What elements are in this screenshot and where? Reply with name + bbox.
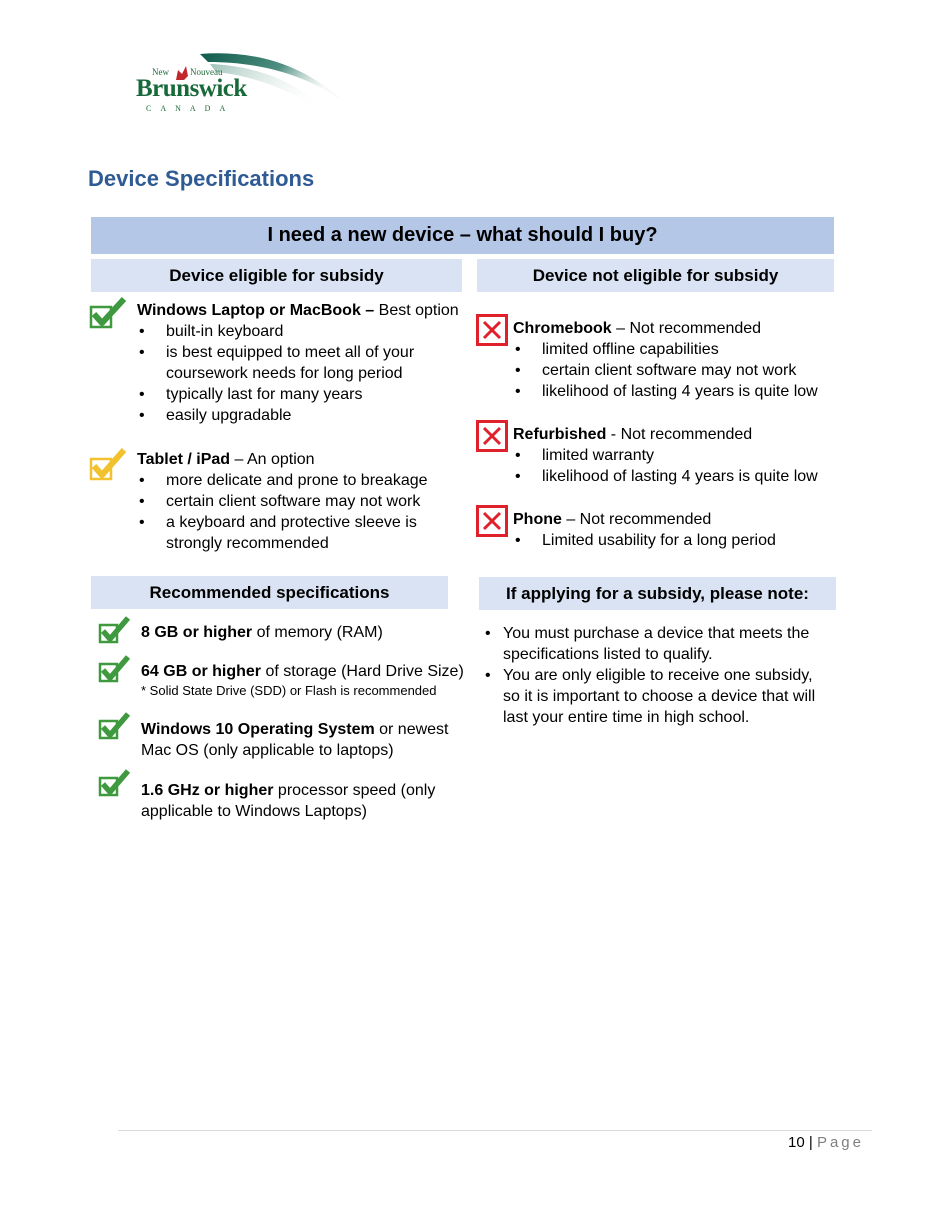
list-item: • limited warranty [513, 445, 843, 466]
checkmark-icon [88, 296, 128, 332]
spec-os-text: or newest [374, 721, 449, 738]
list-item: • You must purchase a device that meets the specifications listed to qualify. [483, 623, 833, 665]
chromebook-title-line [513, 318, 843, 339]
not-eligible-heading: Device not eligible for subsidy [477, 259, 834, 292]
footer-divider [118, 1130, 872, 1131]
tablet-title: Tablet / iPad [137, 451, 231, 468]
laptop-bullets [137, 321, 467, 426]
subsidy-note-list [483, 623, 833, 728]
phone-title: Phone [513, 511, 562, 528]
logo-canada: CANADA [146, 104, 235, 113]
chromebook-note: – Not recommended [611, 320, 762, 337]
spec-os-line [141, 719, 471, 740]
tablet-option [137, 449, 467, 554]
spec-processor-line [141, 780, 471, 801]
tablet-title-line [137, 449, 467, 470]
laptop-note: Best option [374, 302, 459, 319]
cross-icon [476, 505, 508, 537]
checkmark-icon [97, 615, 131, 645]
spec-memory [141, 622, 471, 643]
tablet-bullets [137, 470, 467, 554]
spec-storage-text: of storage (Hard Drive Size) [261, 663, 464, 680]
specs-heading: Recommended specifications [91, 576, 448, 609]
spec-storage-line [141, 661, 471, 682]
page-label: Page [816, 1134, 864, 1151]
spec-memory-bold: 8 GB or higher [141, 624, 253, 641]
phone-note: – Not recommended [561, 511, 712, 528]
logo-brunswick: Brunswick [136, 75, 247, 102]
list-item: • is best equipped to meet all of your coursework needs for long period [137, 342, 467, 384]
checkmark-icon [88, 446, 128, 482]
checkmark-icon [97, 711, 131, 741]
list-item: • Limited usability for a long period [513, 530, 843, 551]
chromebook-bullets [513, 339, 843, 402]
refurbished-title: Refurbished [513, 426, 607, 443]
refurbished-option [513, 424, 843, 487]
chromebook-option [513, 318, 843, 402]
eligible-heading: Device eligible for subsidy [91, 259, 462, 292]
subsidy-note-heading: If applying for a subsidy, please note: [479, 577, 836, 610]
page-title: Device Specifications [88, 166, 315, 191]
spec-memory-text: of memory (RAM) [252, 624, 383, 641]
list-item: • certain client software may not work [513, 360, 843, 381]
checkmark-icon [97, 768, 131, 798]
phone-title-line [513, 509, 843, 530]
list-item: • a keyboard and protective sleeve is strongly recommended [137, 512, 467, 554]
list-item: • certain client software may not work [137, 491, 467, 512]
list-item: • You are only eligible to receive one subsidy, so it is important to choose a device that will last your entire time in high school. [483, 665, 833, 728]
page-footer [788, 1134, 864, 1151]
question-banner: I need a new device – what should I buy? [91, 217, 834, 254]
refurbished-note: - Not recommended [606, 426, 753, 443]
nb-logo [130, 50, 345, 125]
spec-storage [141, 661, 471, 700]
logo-nouveau: Nouveau [190, 67, 223, 77]
spec-os-bold: Windows 10 Operating System [141, 721, 375, 738]
refurbished-bullets [513, 445, 843, 487]
checkmark-icon [97, 654, 131, 684]
laptop-option [137, 300, 467, 426]
spec-processor-bold: 1.6 GHz or higher [141, 782, 274, 799]
list-item: • typically last for many years [137, 384, 467, 405]
list-item: • limited offline capabilities [513, 339, 843, 360]
spec-os [141, 719, 471, 761]
chromebook-title: Chromebook [513, 320, 612, 337]
list-item: • likelihood of lasting 4 years is quite low [513, 466, 843, 487]
cross-icon [476, 420, 508, 452]
list-item: • easily upgradable [137, 405, 467, 426]
spec-processor-text: processor speed (only [273, 782, 436, 799]
cross-icon [476, 314, 508, 346]
spec-processor [141, 780, 471, 822]
list-item: • more delicate and prone to breakage [137, 470, 467, 491]
spec-storage-note: * Solid State Drive (SDD) or Flash is recommended [141, 683, 437, 698]
page-number: 10 [788, 1134, 805, 1151]
logo-new: New [152, 67, 169, 77]
footer-separator: | [804, 1134, 817, 1151]
refurbished-title-line [513, 424, 843, 445]
spec-os-extra: Mac OS (only applicable to laptops) [141, 742, 394, 759]
laptop-title: Windows Laptop or MacBook – [137, 302, 375, 319]
tablet-note: – An option [230, 451, 315, 468]
laptop-title-line [137, 300, 467, 321]
list-item: • likelihood of lasting 4 years is quite low [513, 381, 843, 402]
phone-option [513, 509, 843, 551]
spec-processor-extra: applicable to Windows Laptops) [141, 803, 367, 820]
list-item: • built-in keyboard [137, 321, 467, 342]
phone-bullets [513, 530, 843, 551]
spec-storage-bold: 64 GB or higher [141, 663, 262, 680]
